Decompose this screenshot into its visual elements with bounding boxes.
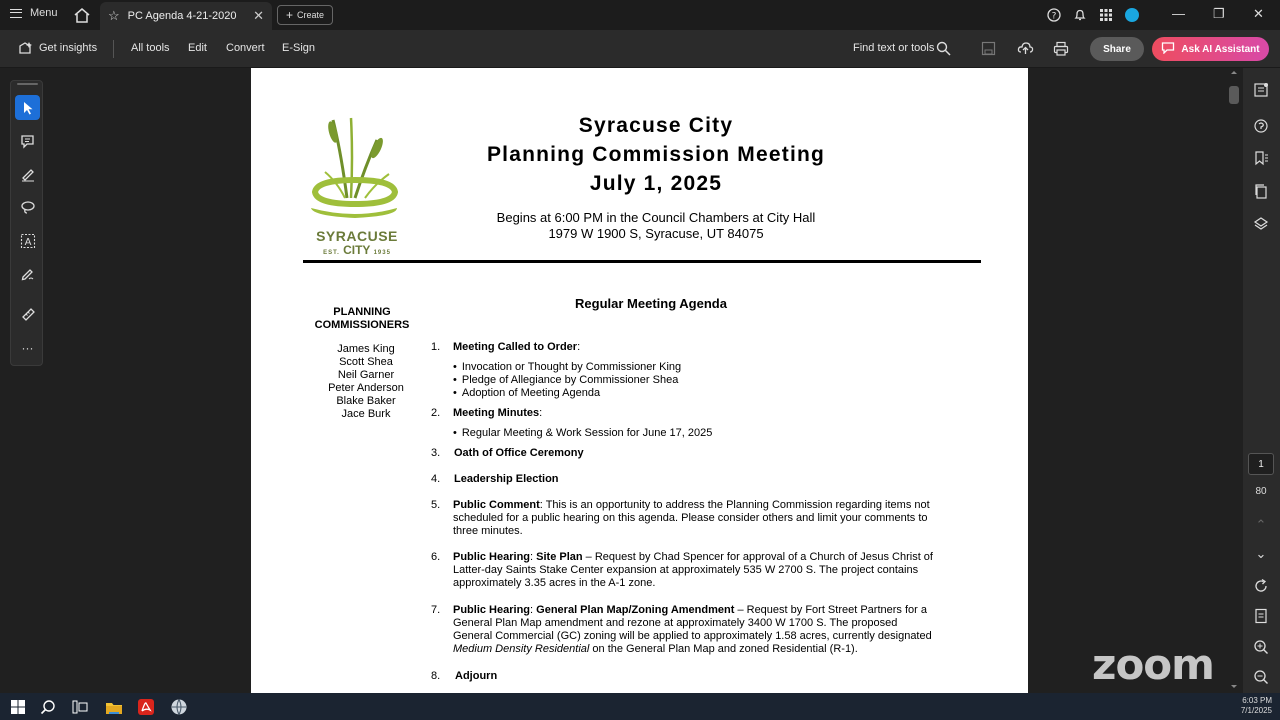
- edit-button[interactable]: Edit: [188, 42, 207, 54]
- create-label: Create: [297, 10, 325, 20]
- commissioner-name: Jace Burk: [341, 408, 391, 420]
- page-panel-icon[interactable]: [1252, 81, 1270, 99]
- menu-button[interactable]: [10, 7, 58, 19]
- agenda-item-3: Oath of Office Ceremony: [454, 447, 584, 459]
- next-page-icon[interactable]: ⌄: [1255, 546, 1267, 561]
- agenda-item-colon: :: [539, 407, 543, 419]
- agenda-item-subtitle: General Plan Map/Zoning Amendment: [536, 604, 735, 616]
- agenda-item-colon: :: [530, 604, 537, 616]
- agenda-item-8: Adjourn: [455, 670, 498, 682]
- zoom-watermark: zoom: [1092, 640, 1214, 689]
- agenda-item-text: approximately 3.35 acres in the A-1 zone.: [453, 577, 656, 589]
- left-tool-rail: [10, 80, 43, 366]
- ruler-icon: [20, 306, 36, 322]
- find-tools-button[interactable]: Find text or tools: [853, 42, 935, 54]
- agenda-item-1: [453, 341, 958, 354]
- agenda-item-number: 7.: [431, 604, 441, 616]
- agenda-item-4: Leadership Election: [454, 473, 559, 485]
- logo-wordmark: SYRACUSE: [316, 228, 398, 244]
- logo-est: EST.: [323, 250, 340, 256]
- all-tools-button[interactable]: All tools: [131, 42, 170, 54]
- agenda-item-text: General Plan Map amendment and rezone at approximately 3400 W 1700 S. The proposed: [453, 617, 898, 629]
- agenda-item-text: on the General Plan Map and zoned Residential (R-1).: [589, 643, 858, 655]
- meeting-date: July 1, 2025: [589, 172, 723, 195]
- menu-label: Menu: [30, 7, 58, 19]
- agenda-item-number: 1.: [431, 341, 441, 353]
- agenda-bullet: • Invocation or Thought by Commissioner King: [453, 361, 681, 373]
- acrobat-icon[interactable]: [136, 697, 156, 717]
- text-box-icon: [20, 233, 36, 249]
- home-icon[interactable]: [72, 6, 92, 24]
- document-tab[interactable]: [100, 2, 272, 30]
- agenda-bullet: • Adoption of Meeting Agenda: [453, 387, 600, 399]
- rotate-icon[interactable]: [1252, 577, 1270, 595]
- comments-panel-icon[interactable]: [1252, 117, 1270, 135]
- agenda-item-number: 2.: [431, 407, 441, 419]
- select-tool-button[interactable]: [15, 95, 40, 120]
- account-avatar-icon[interactable]: [1124, 7, 1140, 23]
- agenda-item-number: 3.: [431, 447, 441, 459]
- clock-date: 7/1/2025: [1240, 706, 1272, 715]
- zoom-in-icon[interactable]: [1252, 638, 1270, 656]
- plus-icon: +: [285, 8, 293, 22]
- layers-icon[interactable]: [1252, 215, 1270, 233]
- minimize-icon[interactable]: —: [1172, 6, 1185, 21]
- cattail-logo-icon: [307, 112, 407, 232]
- pen-highlight-icon: [20, 166, 36, 182]
- meeting-title: Planning Commission Meeting: [486, 143, 826, 166]
- agenda-item-text: three minutes.: [453, 525, 523, 537]
- vpn-globe-icon[interactable]: [169, 697, 189, 717]
- agenda-item-text: : This is an opportunity to address the Planning Commission regarding items not: [539, 499, 930, 511]
- commissioner-name: Blake Baker: [336, 395, 396, 407]
- more-tools-icon[interactable]: ···: [21, 340, 34, 355]
- signature-pen-icon: [20, 266, 36, 282]
- commissioner-name: Scott Shea: [339, 356, 393, 368]
- agenda-item-title: Meeting Called to Order: [453, 341, 578, 353]
- agenda-item-colon: :: [577, 341, 581, 353]
- ai-chat-icon: [1161, 41, 1175, 57]
- close-window-icon[interactable]: ✕: [1253, 6, 1264, 21]
- convert-button[interactable]: Convert: [226, 42, 265, 54]
- agenda-item-number: 6.: [431, 551, 441, 563]
- svg-text:?: ?: [1051, 11, 1057, 22]
- scroll-thumb[interactable]: [1229, 86, 1239, 104]
- clock-time: 6:03 PM: [1242, 696, 1272, 705]
- measure-tool-button[interactable]: [15, 301, 40, 326]
- agenda-item-6: [453, 551, 958, 590]
- highlight-tool-button[interactable]: [15, 161, 40, 186]
- scroll-down-icon: [1228, 683, 1240, 691]
- commissioner-name: James King: [337, 343, 395, 355]
- meeting-begins: Begins at 6:00 PM in the Council Chambers at City Hall: [496, 210, 816, 225]
- lasso-draw-tool-button[interactable]: [15, 194, 40, 219]
- apps-grid-icon[interactable]: [1098, 7, 1114, 23]
- copy-pages-icon[interactable]: [1252, 182, 1270, 200]
- fill-sign-tool-button[interactable]: [15, 261, 40, 286]
- zoom-out-icon[interactable]: [1252, 668, 1270, 686]
- current-page-input[interactable]: 1: [1248, 453, 1274, 475]
- create-button[interactable]: [277, 5, 333, 25]
- agenda-item-text: Latter-day Saints Stake Center expansion at approximately 535 W 2700 S. The project contains: [453, 564, 919, 576]
- agenda-item-text: General Commercial (GC) zoning will be applied to approximately 1.58 acres, currently designated: [453, 630, 932, 642]
- agenda-bullet: • Pledge of Allegiance by Commissioner Shea: [453, 374, 678, 386]
- agenda-item-title: Public Hearing: [453, 551, 531, 563]
- get-insights-button[interactable]: Get insights: [39, 42, 98, 54]
- save-icon[interactable]: [981, 41, 996, 61]
- commissioners-heading-line-1: PLANNING: [333, 306, 391, 318]
- file-explorer-icon[interactable]: [104, 697, 124, 717]
- bookmarks-icon[interactable]: [1252, 149, 1270, 167]
- comment-icon: [20, 133, 36, 149]
- search-icon[interactable]: [936, 41, 951, 61]
- close-tab-icon[interactable]: ✕: [253, 8, 264, 23]
- logo-subtitle: [311, 244, 403, 259]
- agenda-item-number: 8.: [431, 670, 441, 682]
- commissioner-name: Peter Anderson: [328, 382, 404, 394]
- agenda-item-2: [453, 407, 958, 420]
- restore-icon[interactable]: ❐: [1213, 6, 1225, 21]
- meeting-address: 1979 W 1900 S, Syracuse, UT 84075: [548, 226, 764, 241]
- rail-grip[interactable]: [17, 83, 38, 85]
- fit-page-icon[interactable]: [1252, 607, 1270, 625]
- logo-city: CITY: [343, 243, 371, 257]
- print-icon[interactable]: [1053, 41, 1069, 61]
- header-rule: [303, 260, 981, 263]
- agenda-item-text: – Request by Fort Street Partners for a: [734, 604, 927, 616]
- toolbar: [0, 30, 1280, 68]
- agenda-item-title: Meeting Minutes: [453, 407, 540, 419]
- agenda-item-title: Public Hearing: [453, 604, 531, 616]
- pdf-page: [251, 68, 1028, 693]
- taskbar-search-icon[interactable]: [38, 697, 58, 717]
- insights-icon: [17, 40, 33, 61]
- ask-ai-assistant-button[interactable]: [1152, 37, 1269, 61]
- agenda-item-subtitle: Site Plan: [536, 551, 583, 563]
- svg-text:A: A: [24, 236, 31, 248]
- vertical-scrollbar[interactable]: [1228, 68, 1240, 693]
- bell-icon[interactable]: [1072, 7, 1088, 23]
- agenda-item-colon: :: [530, 551, 537, 563]
- text-box-tool-button[interactable]: [15, 228, 40, 253]
- previous-page-icon[interactable]: ⌃: [1255, 517, 1267, 532]
- commissioner-name: Neil Garner: [337, 369, 395, 381]
- share-button[interactable]: Share: [1090, 37, 1144, 61]
- agenda-item-number: 5.: [431, 499, 441, 511]
- agenda-item-text: scheduled for a public hearing on this agenda. Please consider others and limit your comments to: [453, 512, 928, 524]
- hamburger-icon: [10, 9, 22, 18]
- city-title: Syracuse City: [578, 114, 734, 137]
- ask-ai-label: Ask AI Assistant: [1181, 43, 1260, 55]
- agenda-item-7: [453, 604, 958, 656]
- scroll-up-icon: [1228, 68, 1240, 76]
- cloud-upload-icon[interactable]: [1017, 40, 1034, 61]
- toolbar-divider: [113, 40, 114, 58]
- commissioners-heading: [303, 306, 421, 332]
- cursor-arrow-icon: [21, 101, 35, 115]
- star-icon[interactable]: ☆: [108, 8, 120, 23]
- help-icon[interactable]: [1046, 7, 1062, 23]
- commissioners-heading-line-2: COMMISSIONERS: [314, 319, 410, 331]
- windows-start-icon[interactable]: [8, 697, 28, 717]
- task-view-icon[interactable]: [70, 697, 90, 717]
- agenda-bullet: • Regular Meeting & Work Session for June 17, 2025: [453, 427, 712, 439]
- lasso-icon: [20, 199, 36, 215]
- agenda-item-5: [453, 499, 958, 538]
- logo-year: 1935: [373, 250, 391, 256]
- agenda-item-text: – Request by Chad Spencer for approval of a Church of Jesus Christ of: [582, 551, 933, 563]
- comment-tool-button[interactable]: [15, 128, 40, 153]
- system-clock[interactable]: [1241, 696, 1272, 716]
- windows-taskbar: [0, 693, 1280, 720]
- title-bar: [0, 0, 1280, 30]
- esign-button[interactable]: E-Sign: [282, 42, 316, 54]
- tab-title: PC Agenda 4-21-2020: [127, 10, 237, 22]
- agenda-item-number: 4.: [431, 473, 441, 485]
- page-total: 80: [1255, 486, 1267, 497]
- agenda-item-title: Public Comment: [453, 499, 540, 511]
- agenda-item-italic: Medium Density Residential: [453, 643, 590, 655]
- agenda-heading: Regular Meeting Agenda: [575, 296, 727, 311]
